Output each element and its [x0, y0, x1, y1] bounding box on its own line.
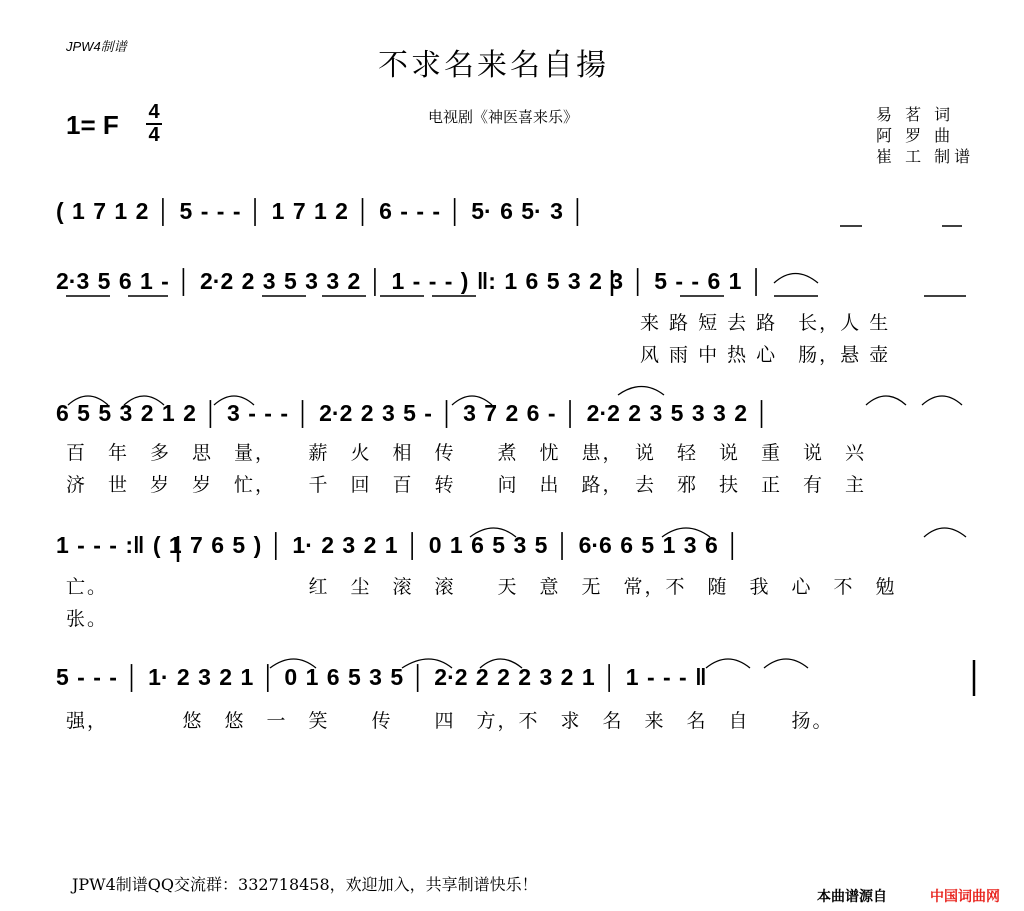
lyrics-row-4-line-2: 张。: [66, 608, 109, 630]
watermark-site: 中国词曲网: [930, 889, 1000, 905]
lyrics-row-2-verse-2: 风 雨 中 热 心 肠，悬 壶: [640, 344, 891, 366]
time-signature: [146, 102, 162, 146]
arranger: 崔 工 制谱: [876, 147, 975, 166]
song-title: 不求名来名自揚: [378, 48, 609, 83]
notes-row-5: 5 - - - │ 1· 2 3 2 1 │ 0 1 6 5 3 5 │ 2·2 2 2 2 3 2 1 │ 1 - - - ‖: [56, 664, 707, 690]
watermark-source: 本曲谱源自: [817, 889, 887, 905]
notes-row-4: 1 - - - :‖ ( 1 7 6 5 ) │ 1· 2 3 2 1 │ 0 1 6 5 3 5 │ 6·6 6 5 1 3 6 │: [56, 532, 741, 558]
score-row-3: [56, 400, 986, 427]
score-row-1: [56, 198, 986, 225]
notes-row-3: 6 5 5 3 2 1 2 │ 3 - - - │ 2·2 2 3 5 - │ 3 7 2 6 - │ 2·2 2 3 5 3 3 2 │: [56, 400, 770, 426]
maker-label: JPW4制谱: [66, 39, 127, 54]
score-row-5: [56, 664, 986, 691]
score-row-2: [56, 268, 986, 295]
time-bottom: 4: [148, 124, 160, 146]
slur-mark: [618, 387, 664, 396]
qq-group-footer: JPW4制谱QQ交流群：332718458，欢迎加入，共享制谱快乐！: [72, 875, 538, 894]
composer: 阿 罗 曲: [876, 126, 955, 145]
lyrics-row-3-verse-1: 百 年 多 思 量， 薪 火 相 传 煮 忧 患， 说 轻 说 重 说 兴: [66, 442, 867, 464]
lyrics-row-2-verse-1: 来 路 短 去 路 长，人 生: [640, 312, 891, 334]
lyrics-row-4-line-1: 亡。 红 尘 滚 滚 天 意 无 常，不 随 我 心 不 勉: [66, 576, 897, 598]
time-top: 4: [148, 101, 160, 123]
lyrics-row-3-verse-2: 济 世 岁 岁 忙， 千 回 百 转 问 出 路， 去 邪 扶 正 有 主: [66, 474, 867, 496]
credits: [876, 104, 974, 167]
source-label: 电视剧《神医喜来乐》: [428, 108, 579, 126]
notes-row-2: 2·3 5 6 1 - │ 2·2 2 3 5 3 3 2 │ 1 - - - ) ‖: 1 6 5 3 2 3 │ 5 - - 6 1 │: [56, 268, 765, 294]
lyrics-row-5: 强， 悠 悠 一 笑 传 四 方，不 求 名 来 名 自 扬。: [66, 710, 834, 732]
lyricist: 易 茗 词: [876, 105, 955, 124]
notes-row-1: ( 1 7 1 2 │ 5 - - - │ 1 7 1 2 │ 6 - - - │ 5· 6 5· 3 │: [56, 198, 586, 224]
key-signature: 1= F: [66, 110, 119, 140]
score-row-4: [56, 532, 986, 559]
